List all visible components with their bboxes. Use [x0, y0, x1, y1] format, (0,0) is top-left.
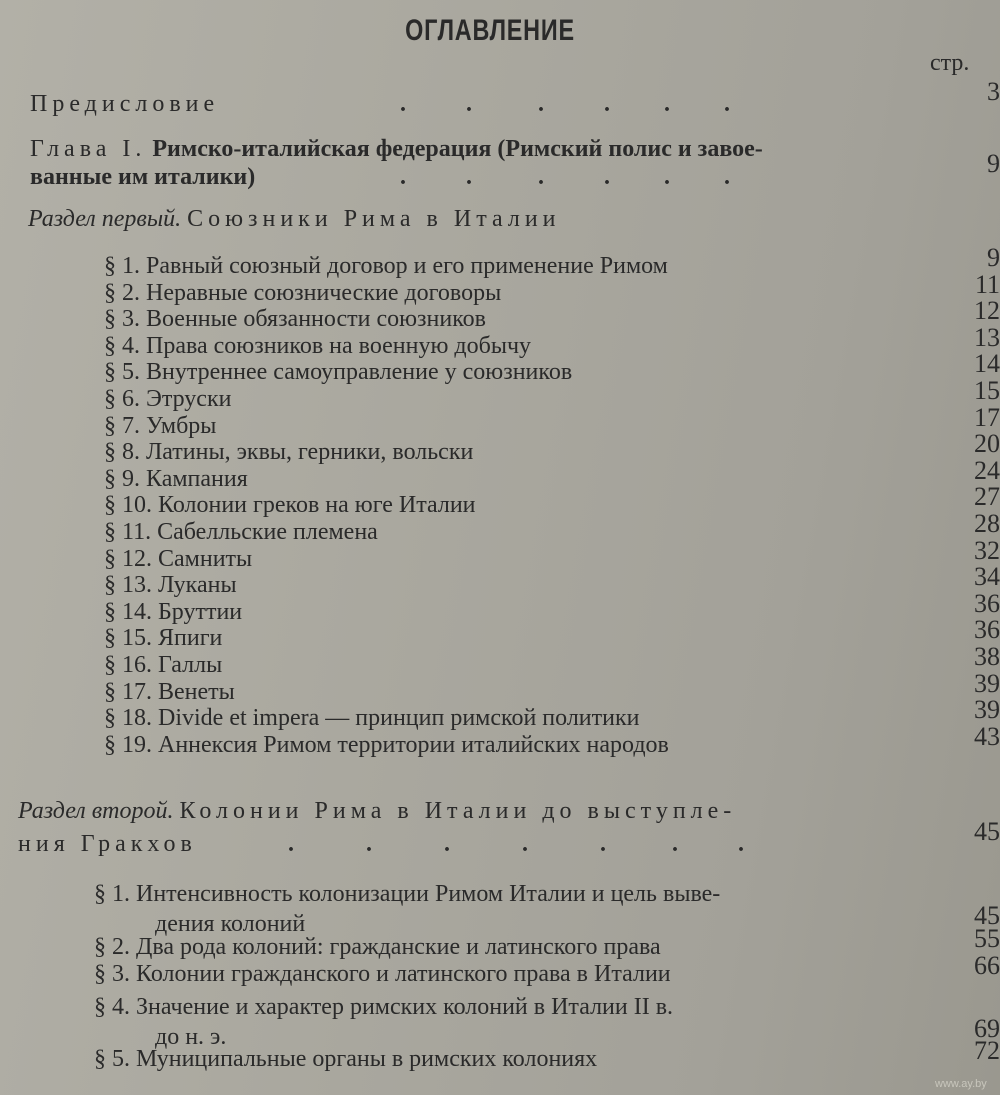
- toc-entry[interactable]: [94, 880, 720, 908]
- page-number: 39: [974, 695, 1000, 724]
- toc-entry[interactable]: [104, 465, 248, 493]
- page-number: 20: [974, 429, 1000, 458]
- preface-label: Предисловие: [30, 91, 220, 117]
- page-number: 28: [974, 509, 1000, 538]
- section-prefix: Раздел второй.: [18, 798, 174, 824]
- toc-entry[interactable]: [94, 933, 661, 961]
- page-number: 38: [974, 642, 1000, 671]
- toc-entry[interactable]: [104, 651, 222, 679]
- toc-entry-label: § 15. Япиги: [104, 625, 223, 651]
- toc-entry[interactable]: [104, 385, 231, 413]
- toc-entry[interactable]: [94, 993, 673, 1021]
- toc-entry-chapter-1-cont: [30, 163, 730, 191]
- toc-entry-label: § 5. Внутреннее самоуправление у союзников: [104, 359, 573, 385]
- toc-entry[interactable]: [104, 518, 378, 546]
- page-number: 14: [974, 349, 1000, 378]
- toc-entry[interactable]: [104, 305, 486, 333]
- section-heading-1: [28, 205, 561, 233]
- toc-entry[interactable]: [104, 731, 669, 759]
- page-number: 36: [974, 615, 1000, 644]
- toc-entry[interactable]: [104, 252, 668, 280]
- chapter-title-line2: ванные им италики): [30, 164, 256, 190]
- page-number: 45: [974, 901, 1000, 930]
- chapter-prefix: Глава I.: [30, 136, 147, 162]
- toc-entry[interactable]: [94, 1045, 597, 1073]
- toc-entry-label: § 10. Колонии греков на юге Италии: [104, 492, 476, 518]
- page-number: 66: [974, 951, 1000, 980]
- page-number: 15: [974, 376, 1000, 405]
- toc-entry-label-line1: § 2. Два рода колоний: гражданские и латинского права: [94, 934, 661, 960]
- toc-entry-label-line2: до н. э.: [155, 1024, 227, 1050]
- page-number: 27: [974, 482, 1000, 511]
- toc-entry[interactable]: [104, 598, 242, 626]
- toc-entry[interactable]: [104, 358, 572, 386]
- page-number: 11: [974, 270, 1000, 299]
- toc-entry-label: § 7. Умбры: [104, 413, 217, 439]
- page-number: 24: [974, 456, 1000, 485]
- page-number: 69: [974, 1014, 1000, 1043]
- toc-entry-label: § 6. Этруски: [104, 386, 232, 412]
- page-number: 9: [987, 243, 1000, 272]
- toc-entry[interactable]: [104, 571, 237, 599]
- section-title-line2: ния Гракхов: [18, 831, 197, 857]
- toc-entry-label: § 14. Бруттии: [104, 599, 243, 625]
- leader-dots: . . . . . .: [400, 164, 730, 190]
- toc-entry[interactable]: [104, 412, 216, 440]
- toc-entry-chapter-1[interactable]: [30, 135, 763, 163]
- page-number: 34: [974, 562, 1000, 591]
- toc-entry-label: § 11. Сабелльские племена: [104, 519, 378, 545]
- toc-entry-label: § 8. Латины, эквы, герники, вольски: [104, 439, 474, 465]
- section-title: Союзники Рима в Италии: [187, 206, 561, 232]
- toc-entry-label-line1: § 1. Интенсивность колонизации Римом Италии и цель выве-: [94, 881, 721, 907]
- page-number: 12: [974, 296, 1000, 325]
- toc-entry[interactable]: [104, 491, 476, 519]
- watermark: www.ay.by: [935, 1078, 987, 1090]
- page-number: 36: [974, 589, 1000, 618]
- page-number: 45: [974, 817, 1000, 846]
- toc-entry-label: § 18. Divide et impera — принцип римской политики: [104, 705, 640, 731]
- toc-entry-section-2-cont: [18, 830, 744, 858]
- page-number: 32: [974, 536, 1000, 565]
- section-title-line1: Колонии Рима в Италии до выступле-: [179, 798, 737, 824]
- toc-entry-preface[interactable]: [30, 90, 730, 118]
- page-number: 39: [974, 669, 1000, 698]
- toc-entry-label: § 2. Неравные союзнические договоры: [104, 280, 502, 306]
- toc-entry[interactable]: [104, 545, 252, 573]
- page-number: 72: [974, 1036, 1000, 1065]
- toc-entry-label-line1: § 4. Значение и характер римских колоний в Италии II в.: [94, 994, 674, 1020]
- toc-entry-label: § 16. Галлы: [104, 652, 223, 678]
- chapter-title-line1: Римско-италийская федерация (Римский полис и завое-: [152, 136, 763, 162]
- toc-entry[interactable]: [104, 704, 640, 732]
- page-number: 13: [974, 323, 1000, 352]
- page-number: 9: [987, 149, 1000, 178]
- toc-entry-section-2[interactable]: [18, 797, 736, 825]
- page-number: 3: [987, 77, 1000, 106]
- leader-dots: . . . . . . .: [288, 831, 744, 857]
- page-number: 43: [974, 722, 1000, 751]
- toc-entry[interactable]: [104, 678, 235, 706]
- toc-entry-label: § 1. Равный союзный договор и его применение Римом: [104, 253, 668, 279]
- toc-entry-label: § 4. Права союзников на военную добычу: [104, 333, 532, 359]
- toc-entry-label: § 3. Военные обязанности союзников: [104, 306, 486, 332]
- toc-entry-label: § 12. Самниты: [104, 546, 253, 572]
- toc-entry[interactable]: [104, 279, 501, 307]
- leader-dots: . . . . . .: [400, 91, 730, 117]
- page-number: 55: [974, 924, 1000, 953]
- toc-entry-label-line2: дения колоний: [155, 911, 306, 937]
- toc-entry-label: § 9. Кампания: [104, 466, 248, 492]
- page-title: ОГЛАВЛЕНИЕ: [405, 14, 575, 47]
- toc-entry-label: § 13. Луканы: [104, 572, 237, 598]
- page-column-label: стр.: [930, 50, 970, 76]
- toc-entry[interactable]: [104, 624, 222, 652]
- toc-entry-label-line1: § 5. Муниципальные органы в римских колониях: [94, 1046, 598, 1072]
- toc-entry[interactable]: [104, 332, 531, 360]
- page-number: 17: [974, 403, 1000, 432]
- toc-entry-label-line1: § 3. Колонии гражданского и латинского права в Италии: [94, 961, 671, 987]
- toc-entry[interactable]: [94, 960, 671, 988]
- toc-entry[interactable]: [104, 438, 473, 466]
- toc-entry-label: § 17. Венеты: [104, 679, 235, 705]
- toc-entry-label: § 19. Аннексия Римом территории италийских народов: [104, 732, 669, 758]
- section-prefix: Раздел первый.: [28, 206, 182, 232]
